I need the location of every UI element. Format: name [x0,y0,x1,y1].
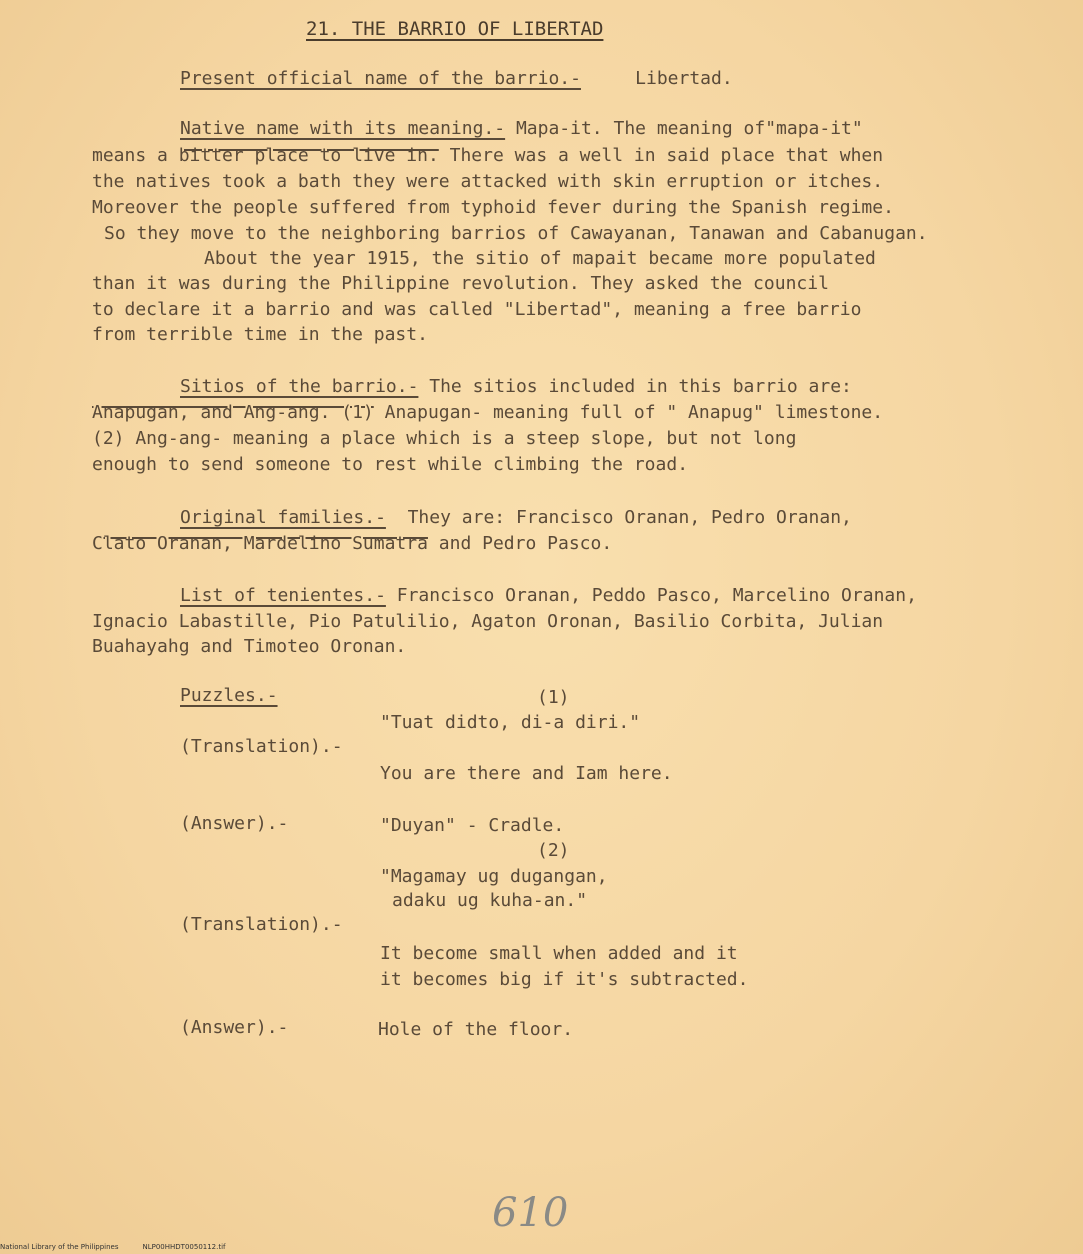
puzzle-answer: "Duyan" - Cradle. [380,815,565,836]
tenientes-line: Ignacio Labastille, Pio Patulilio, Agaton Oronan, Basilio Corbita, Julian [92,611,884,632]
puzzle-riddle: "Tuat didto, di-a diri." [380,712,641,733]
sitios-line: (2) Ang-ang- meaning a place which is a steep slope, but not long [92,428,797,449]
footer-file: NLP00HHDT0050112.tif [142,1243,226,1251]
native-name-line: to declare it a barrio and was called "Libertad", meaning a free barrio [92,299,862,320]
native-name-label: Native name with its meaning.- [180,118,506,139]
sitios-text: The sitios included in this barrio are: [418,376,852,397]
puzzle-translation: You are there and Iam here. [380,763,673,784]
sitios-line: Anapugan, and Ang-ang. (1) Anapugan- meaning full of " Anapug" limestone. [92,402,884,423]
families-row [180,507,852,529]
native-name-line: means a bitter place to live in. There was a well in said place that when [92,145,884,166]
puzzle-riddle: adaku ug kuha-an." [392,890,588,911]
native-name-line: than it was during the Philippine revolution. They asked the council [92,273,829,294]
official-name-label: Present official name of the barrio.- [180,68,581,89]
puzzle-answer: Hole of the floor. [378,1019,574,1040]
puzzle-number: (1) [537,687,570,708]
page-title: 21. THE BARRIO OF LIBERTAD [306,18,604,40]
answer-label: (Answer).- [180,1017,289,1038]
tenientes-label: List of tenientes.- [180,585,386,606]
families-text: They are: Francisco Oranan, Pedro Oranan, [385,507,852,528]
native-name-row [180,118,863,140]
official-name-value: Libertad. [635,68,733,89]
puzzles-label: Puzzles.- [180,685,278,706]
footer-library: National Library of the Philippines [0,1243,119,1251]
tenientes-row [180,585,917,607]
puzzle-translation: It become small when added and it [380,943,738,964]
native-name-line: the natives took a bath they were attacked with skin erruption or itches. [92,171,884,192]
puzzle-translation: it becomes big if it's subtracted. [380,969,749,990]
page-number: 610 [492,1190,569,1236]
answer-label: (Answer).- [180,813,289,834]
sitios-row [180,376,852,398]
bitter-place-phrase: bitter place to live in. [178,145,439,166]
native-name-line: from terrible time in the past. [92,324,428,345]
native-name-line: So they move to the neighboring barrios of Cawayanan, Tanawan and Cabanugan. [104,223,928,244]
families-label: Original families.- [180,507,386,528]
puzzle-number: (2) [537,840,570,861]
native-name-text: Mapa-it. The meaning of"mapa-it" [505,118,863,139]
tenientes-text: Francisco Oranan, Peddo Pasco, Marcelino Oranan, [385,585,917,606]
translation-label: (Translation).- [180,914,343,935]
tenientes-line: Buahayahg and Timoteo Oronan. [92,636,407,657]
sitios-line: enough to send someone to rest while climbing the road. [92,454,689,475]
native-name-line: Moreover the people suffered from typhoid fever during the Spanish regime. [92,197,894,218]
native-name-line: About the year 1915, the sitio of mapait became more populated [204,248,876,269]
official-name-row [180,68,733,90]
sitios-label: Sitios of the barrio.- [180,376,419,397]
families-line: Clato Oranan, Mardelino Sumatra and Pedro Pasco. [92,533,613,554]
scan-footer [0,1243,250,1252]
translation-label: (Translation).- [180,736,343,757]
puzzle-riddle: "Magamay ug dugangan, [380,866,608,887]
